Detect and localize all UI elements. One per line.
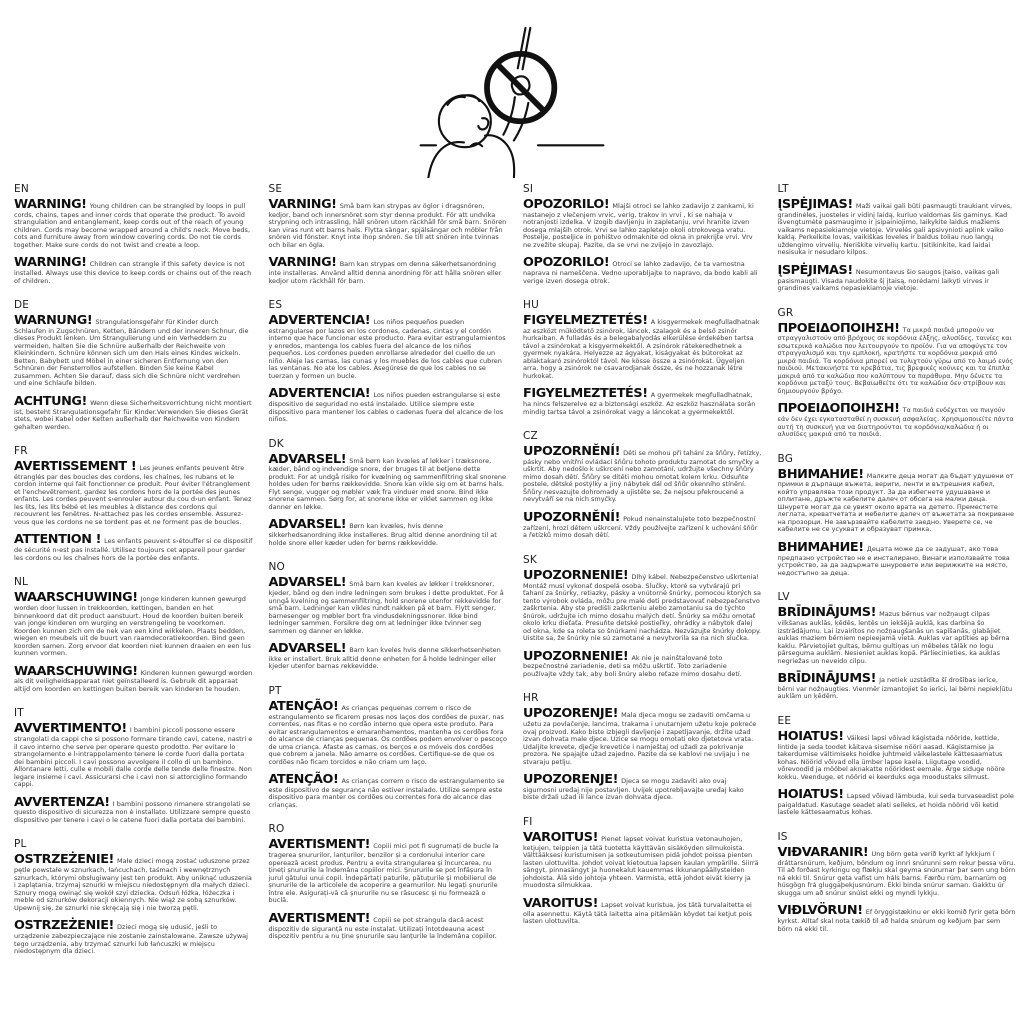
warning-body: Copiii se pot strangula dacă acest dispozitiv de siguranță nu este instalat. Utilizați întotdeauna acest dispozitiv pentru a nu ține șnururile sau lanțurile la îndemâna copiilor. — [268, 915, 497, 941]
language-code: FI — [523, 815, 533, 828]
warning-body: As crianças correm o risco de estrangulamento se este dispositivo de segurança não estiver instalado. Utilize sempre este dispositivo para manter os cordões ou correntes fora do alcance das crianças. — [268, 777, 505, 809]
lang-section-dk — [269, 438, 508, 548]
language-code: FR — [14, 445, 28, 458]
warning-paragraph — [14, 199, 253, 249]
warning-paragraph — [778, 905, 1017, 933]
lang-section-cz — [523, 430, 762, 540]
warning-paragraph — [268, 698, 508, 766]
warning-body: Dzieci mogą się udusić, jeśli to urządzenie zabezpieczające nie zostanie zainstalowane. Zawsze używaj tego urządzenia, aby trzymać sznurki lub łańcuszki w miejscu niedostępnym dla dzieci. — [14, 923, 248, 956]
warning-body: Children can strangle if this safety device is not installed. Always use this device to keep cords or chains out of the reach of children. — [14, 260, 252, 285]
lang-section-se — [269, 183, 508, 285]
warning-title: VIÐLVÖRUN! — [777, 903, 863, 919]
warning-title: ADVARSEL! — [268, 517, 347, 533]
language-code: DE — [14, 299, 30, 312]
warning-paragraph — [14, 393, 253, 431]
language-code: NO — [268, 561, 286, 574]
lang-section-sk — [523, 554, 762, 679]
warning-paragraph — [523, 509, 762, 540]
child-body — [428, 135, 514, 178]
warning-title: HOIATUS! — [777, 728, 844, 744]
language-code: SK — [523, 553, 537, 566]
cord — [518, 28, 531, 69]
warning-body: Små børn kan kvæles af løkker i træksnore, kæder, bånd og indvendige snore, der bruges til at betjene dette produkt. For at undgå risiko for kvælning og sammenfiltring skal snorene holdes uden for børns rækkevidde. Snore kan vikle sig om et barns hals. Flyt senge, vugger og møbler væk fra vinduer med snore. Bind ikke snorene sammen. Sørg for, at snorene ikke er viklet sammen og ikke danner en løkke. — [268, 456, 507, 511]
warning-paragraph — [269, 774, 508, 809]
warning-title: UPOZORNENIE! — [523, 567, 629, 583]
language-code: BG — [777, 452, 794, 465]
language-code: IT — [14, 707, 24, 720]
warning-title: BRĪDINĀJUMS! — [777, 605, 877, 621]
lang-section-si — [523, 183, 762, 285]
warning-body: Τα παιδιά ενδέχεται να πνιγούν εάν δεν έχει εγκατασταθεί η συσκευή ασφαλείας. Χρησιμοποιείτε πάντα αυτή τη συσκευή για να διατηρούνται τα κορδόνια/καλώδια ή οι αλυσίδες μακριά από τα παιδιά. — [777, 406, 1014, 439]
warning-body: Pokud nenainstalujete toto bezpečnostní zařízení, hrozí dětem uškrcení. Vždy používejte zařízení k uchování šňůr a řetízků mimo dosah dětí. — [523, 514, 758, 540]
lang-section-pt — [269, 685, 508, 810]
warning-body: Les jeunes enfants peuvent être étranglés par des boucles des cordons, les chaînes, les rubans et le cordon interne qui fait fonctionner ce produit. Pour éviter l'étranglement et l'enchevêtrement, gardez les cordons hors de la portée des jeunes enfants. Les cordes peuvent s›enrouler autour du cou d›un enfant. Tenez les lits, les lits bébé et les meubles à distance des cordons qui recouvrent les fenêtres. N›attachez pas les cordes ensemble. Assurez-vous que les cordons ne se tordent pas et ne forment pas de boucles. — [14, 464, 252, 526]
warning-body: Børn kan kvæles, hvis denne sikkerhedsanordning ikke installeres. Brug altid denne anordning til at holde snore eller kæder uden for børns rækkevidde. — [268, 522, 497, 547]
warning-title: VAROITUS! — [523, 895, 599, 911]
warning-body: Pienet lapset voivat kuristua vetonauhojen, ketjujen, teippien ja tätä tuotetta käyttävän sisäköyden silmukoista. Välttääksesi kuristumisen ja sotkeutumisen pidä johdot poissa pienten lasten ulottuvilta. Johdot voivat kietoutua lapsen kaulan ympärille. Siirrä sängyt, pinnasängyt ja huonekalut kauemmas ikkunanpäällysteiden johdoista. Älä sido johtoja yhteen. Varmista, että johdot eivät kierry ja muodosta silmukkaa. — [523, 834, 759, 890]
language-code: HR — [523, 692, 539, 705]
warning-paragraph — [14, 920, 253, 955]
warning-title: ВНИМАНИЕ! — [777, 466, 864, 482]
warning-body: Väikesi lapsi võivad kägistada nööride, kettide, lintide ja seda toodet käitava sisemise nööri aasad. Kägistamise ja takerdumise vältimiseks hoidke juhtmeid väikelastele kättesaamatus kohas. Nöörid võivad olla ümber lapse kaela. Liigutage voodid, võrevoodid ja mööbel aknakatte nööridest eemale. Ärge siduge nööre kokku. Veenduge, et nöörid ei keerduks ega moodustaks silmust. — [777, 733, 1005, 781]
language-code: IS — [777, 830, 788, 843]
warning-body: I bambini possono rimanere strangolati se questo dispositivo di sicurezza non è installato. Utilizzare sempre questo dispositivo per tenere i cavi o le catene fuori dalla portata dei bambini. — [14, 799, 251, 824]
warning-title: VIÐVARANIR! — [777, 844, 869, 860]
warning-paragraph — [523, 446, 762, 504]
warning-paragraph — [523, 388, 762, 416]
warning-body: Små barn kan strypas av öglor i dragsnören, kedjor, band och innersnöret som styr denna produkt. För att undvika strypning och intrassling, håll snören utom räckhåll för små barn. Snören kan viras runt ett barns hals. Flytta sängar, spjälsängar och möbler från snören vid fönster. Knyt inte ihop snören. Se till att snören inte tvinnas och bilar en ögla. — [268, 202, 507, 249]
language-code: SE — [268, 183, 283, 195]
warning-paragraph — [268, 910, 508, 941]
language-code: DK — [268, 437, 284, 450]
warning-title: AVVERTIMENTO! — [14, 721, 127, 737]
warning-title: FIGYELMEZTETÉS! — [523, 313, 648, 329]
warning-body: Strangulationsgefahr für Kinder durch Schlaufen in Zugschnüren, Ketten, Bändern und der inneren Schnur, die dieses Produkt lenken. Um Strangulierung und ein Verheddern zu vermeiden, halten Sie die Schnüre außerhalb der Reichweite von Kleinkindern. Schnüre können sich um den Hals eines Kindes wickeln. Betten, Babybett und Möbel in einer sicheren Entfernung von den Schnüren der Fensterrollos aufstellen. Binden Sie keine Kabel zusammen. Achten Sie darauf, dass sich die Schnüre nicht verdrehen und eine Schlaufe bilden. — [14, 318, 249, 388]
language-code: PL — [14, 838, 27, 851]
warning-title: UPOZORNĚNÍ! — [523, 509, 621, 525]
warning-title: UPOZORNĚNÍ! — [523, 444, 621, 460]
warning-title: ΠΡΟΕΙΔΟΠΟΙΗΣΗ! — [777, 401, 900, 417]
warning-paragraph — [523, 199, 762, 249]
child-ear — [478, 118, 488, 129]
warning-body: Wenn diese Sicherheitsvorrichtung nicht montiert ist, besteht Strangulationsgefahr für Kinder.Verwenden Sie dieses Gerät stets, wobei Kabel oder Ketten außerhalb der Reichweite von Kindern gehalten werden. — [14, 398, 252, 431]
warning-paragraph — [269, 643, 508, 671]
warning-paragraph — [269, 388, 508, 423]
warning-paragraph — [269, 199, 508, 249]
warning-paragraph — [777, 539, 1017, 577]
warning-body: Lapset voivat kuristua, jos tätä turvalaitetta ei olla asennettu. Käytä tätä laitetta aina pitämään köydet tai ketjut pois lasten ulottuvilta. — [523, 900, 752, 926]
warning-title: ATTENTION ! — [14, 532, 102, 548]
warning-paragraph — [269, 519, 508, 547]
warning-paragraph — [523, 648, 762, 679]
warning-title: ВНИМАНИЕ! — [777, 539, 864, 555]
warning-title: UPOZORNENIE! — [523, 648, 629, 664]
lang-section-hr — [523, 692, 762, 802]
warning-title: AVVERTENZA! — [14, 794, 110, 810]
lang-section-gr — [778, 307, 1017, 439]
warning-title: ΠΡΟΕΙΔΟΠΟΙΗΣΗ! — [777, 320, 900, 336]
warning-body: Mlajši otroci se lahko zadavijo z zankami, ki nastanejo z vlečenjem vrvic, verig, trakov in vrvi , ki se nahaja v notranjosti izdelka. V izogib davljenju in zapletanju, vrvi hranite izven dosega mlajših otrok. Vrvi se lahko zapletejo okoli otrokovega vratu. Postelje, posteljice in pohištvo odmaknite od okna in prekrijte vrvi. Vrv ne zvežite skupaj. Pazite, da se vrvi ne zvijejo in zavozlajo. — [523, 202, 754, 249]
language-code: PT — [268, 684, 282, 697]
warning-body: Mala djeca mogu se zadaviti omčama u užetu za povlačenje, lancima, trakama i unutarnjem užetu koje pokreće ovaj proizvod. Kako biste izbjegli davljenje i zapetljavanje, držite užad izvan dohvata male djece. Uzice se mogu omotati oko djetetova vrata. Udaljite krevete, dječje krevetiće i namještaj od užadi za pokrivanje prozora. Ne spajajte užad zajedno. Pazite da se kablovi ne uvijaju i ne stvaraju petlju. — [523, 711, 757, 766]
warning-title: OSTRZEŻENIE! — [14, 918, 114, 934]
warning-body: Τα μικρά παιδιά μπορούν να στραγγαλιστούν από βρόχους σε κορδόνια έλξης, αλυσίδες, ταινίες και εσωτερικά καλώδια που λειτουργούν το προϊόν. Για να αποφύγετε τον στραγγαλισμό και την εμπλοκή, κρατήστε τα κορδόνια μακριά από μικρά παιδιά. Τα κορδόνια μπορεί να τυλιχτούν γύρω από το λαιμό ενός παιδιού. Μετακινήστε τα κρεβάτια, τις βρεφικές κούνιες και τα έπιπλα μακριά από τα καλώδια που καλύπτουν τα παράθυρα. Μην δένετε τα κορδόνια μεταξύ τους. Βεβαιωθείτε ότι τα καλώδια δεν στρίβουν και δημιουργούν βρόχο. — [777, 325, 1014, 395]
warning-title: UPOZORENJE! — [523, 706, 619, 722]
warning-paragraph — [269, 257, 508, 285]
warning-column-3 — [523, 183, 762, 970]
warning-paragraph — [778, 607, 1017, 665]
lang-section-ro — [269, 823, 508, 940]
warning-body: Barn kan strypas om denna säkerhetsanordning inte installeras. Använd alltid denna anordning för att hålla snören eller kedjor utom räckhåll för barn. — [268, 260, 502, 285]
warning-paragraph — [14, 315, 253, 388]
warning-body: I bambini piccoli possono essere strangolati da cappi che si possono formare tirando cavi, catene, nastri e il cavo interno che serve per operare questo prodotto. Per evitare lo strangolamento e l›intrappolamento tenere le corde fuori dalla portata dei bambini piccoli. I cavi possono avvolgere il collo di un bambino. Allontanare letti, culle e mobili dalle corde delle tende delle finestre. Non legare insieme i cavi. Assicurarsi che i cavi non si attorciglino formando cappi. — [14, 726, 253, 789]
warning-paragraph — [269, 315, 508, 380]
lang-section-bg — [778, 453, 1017, 578]
warning-paragraph — [777, 320, 1017, 396]
warning-paragraph — [14, 794, 253, 825]
warning-columns — [14, 183, 1016, 970]
warning-paragraph — [778, 789, 1017, 817]
language-code: SI — [523, 183, 534, 195]
lang-section-is — [778, 831, 1017, 933]
lang-section-nl — [14, 576, 253, 693]
warning-body: Les enfants peuvent s›étouffer si ce dispositif de sécurité n›est pas installé. Utilisez toujours cet appareil pour garder les cordons ou les chaînes hors de la portée des enfants. — [14, 537, 253, 562]
lang-section-hu — [523, 299, 762, 416]
warning-title: FIGYELMEZTETÉS! — [523, 386, 648, 402]
warning-body: Young children can be strangled by loops in pull cords, chains, tapes and inner cords that operate the product. To avoid strangulation and entanglement, keep cords out of the reach of young children. Cords may become wrapped around a child's neck. Move beds, cots and furniture away from window covering cords. Do not tie cords together. Make sure cords do not twist and create a loop. — [14, 202, 251, 249]
warning-title: ADVARSEL! — [268, 641, 347, 657]
warning-paragraph — [14, 257, 253, 285]
child-head — [439, 95, 491, 147]
warning-body: Dlhý kábel. Nebezpečenstvo uškrtenia! Montáž musí vykonať dospelá osoba. Slučky, ktoré sa vytvárajú pri ťahaní za šnúrky, retiazky, pásky a vnútorné šnúrky, pomocou ktorých sa tento výrobok ovláda, môžu pre malé deti predstavovať nebezpečenstvo zaškrtenia. Aby ste predišli zaškrteniu alebo zamotaniu sa do týchto šnúrok, udržujte ich mimo dosahu malých detí. Šnúrky sa môžu omotať okolo krku dieťaťa. Presuňte detské postieľky, ohrádky a nábytok ďalej od okna, kde sa roleta so šnúrkami nachádza. Nezväzujte šnúrky dokopy. Uistite sa, že šnúrky nie sú zamotané a nevytvorila sa na nich slučka. — [523, 572, 761, 643]
warning-paragraph — [777, 728, 1017, 781]
warning-body: Ak nie je nainštalované toto bezpečnostné zariadenie, deti sa môžu uškrtiť. Toto zariadenie používajte vždy tak, aby boli šnúry alebo reťaze mimo dosahu detí. — [523, 653, 742, 678]
warning-paragraph — [777, 844, 1017, 897]
warning-body: Djeca se mogu zadaviti ako ovaj sigurnosni uređaj nije postavljen. Uvijek upotrebljavajte uređaj kako biste držali užad ili lance izvan dohvata djece. — [523, 777, 744, 802]
warning-title: OPOZORILO! — [523, 255, 610, 271]
prohibition-slash-icon — [498, 64, 544, 110]
warning-body: A gyermekek megfulladhatnak, ha nincs felszerelve ez a biztonsági eszköz. Az eszköz használata során mindig tartsa távol a zsinórokat vagy a láncokat a gyermekektől. — [523, 391, 756, 416]
warning-paragraph — [14, 461, 253, 526]
warning-column-2 — [269, 183, 508, 970]
language-code: HU — [523, 299, 539, 312]
warning-title: ĮSPĖJIMAS! — [777, 262, 853, 278]
warning-body: Copiii mici pot fi sugrumați de bucle la tragerea șnururilor, lanțurilor, benzilor și a cordonului interior care operează acest produs. Pentru a evita strangularea și încurcarea, nu țineți șnururile la îndemâna copiilor mici. Șnururile se pot înfășura în jurul gâtului unui copil. Îndepărtați paturile, pătuțurile și mobilierul de șnururile de la articolele de acoperire a geamurilor. Nu legați șnururile între ele. Asigurați-vă că șnururile nu se răsucesc și nu formează o buclă. — [268, 842, 499, 905]
warning-body: As crianças pequenas correm o risco de estrangulamento se ficarem presas nos laços dos cordões de puxar, nas correntes, nas fitas e no cordão interno que opera este produto. Para evitar estrangulamentos e emaranhamentos, mantenha os cordões fora do alcance de crianças pequenas. Os cordões podem envolver o pescoço de uma criança. Afaste as camas, os berços e os móveis dos cordões que cobrem a janela. Não amarre os cordões. Certifique-se de que os cordões não ficam torcidos e não criam um laço. — [268, 703, 507, 766]
language-code: CZ — [523, 430, 538, 443]
warning-paragraph — [14, 592, 253, 657]
warning-body: Ja netiek uzstādīta šī drošības ierīce, bērni var nožņaugties. Vienmēr izmantojiet šo ierīci, lai bērni nepiekļūtu auklām un ķēdēm. — [777, 676, 1013, 701]
warning-title: AVERTISMENT! — [268, 910, 371, 926]
warning-body: Jonge kinderen kunnen gewurgd worden door lussen in trekkoorden, kettingen, banden en het binnenkoord dat dit product aanstuurt. Houd de koorden buiten bereik van jonge kinderen om wurging en verstrengeling te voorkomen. Koorden kunnen zich om de nek van een kind wikkelen. Plaats bedden, wiegen en meubels uit de buurt van raamdecoratiekoorden. Bind geen koorden samen. Zorg ervoor dat koorden niet kunnen draaien en een lus kunnen vormen. — [14, 595, 251, 658]
lang-section-fr — [14, 445, 253, 562]
warning-body: Ef öryggistækinu er ekki komið fyrir geta börn kyrkst. Alltaf skal nota tækið til að halda snúrum og keðjum þar sem börn ná ekki til. — [777, 908, 1016, 933]
lang-section-ee — [778, 715, 1017, 817]
warning-body: Kinderen kunnen gewurgd worden als dit veiligheidsapparaat niet geïnstalleerd is. Gebruik dit apparaat altijd om koorden en kettingen buiten bereik van kinderen te houden. — [14, 668, 253, 693]
warning-title: VAROITUS! — [523, 829, 599, 845]
warning-title: WARNUNG! — [14, 313, 93, 329]
warning-title: VARNING! — [268, 255, 337, 271]
warning-paragraph — [14, 663, 253, 694]
warning-body: Małe dzieci mogą zostać uduszone przez pętle powstałe w sznurkach, łańcuchach, taśmach i wewnętrznych sznurkach, którymi obsługiwany jest ten produkt. Aby uniknąć uduszenia i zaplątania, trzymaj sznurki w miejscu niedostępnym dla małych dzieci. Sznury mogą owinąć się wokół szyi dziecka. Odsuń łóżka, łóżeczka i meble od sznurków dekoracji okiennych. Nie wiąż ze sobą sznurków. Upewnij się, że sznurki nie skręcają się i nie tworzą pętli. — [14, 857, 252, 912]
warning-paragraph — [777, 262, 1017, 293]
lang-section-no — [269, 561, 508, 671]
warning-title: ĮSPĖJIMAS! — [777, 197, 853, 212]
warning-paragraph — [523, 567, 762, 643]
warning-title: ADVARSEL! — [268, 575, 347, 591]
lang-section-fi — [523, 816, 762, 926]
warning-title: HOIATUS! — [777, 787, 844, 803]
warning-title: WARNING! — [14, 255, 87, 271]
language-code: EE — [777, 714, 792, 727]
warning-title: ADVERTENCIA! — [268, 386, 371, 402]
warning-paragraph — [778, 199, 1017, 257]
warning-title: WAARSCHUWING! — [14, 590, 138, 606]
lang-section-en — [14, 183, 253, 285]
warning-body: Nesumontavus šio saugos įtaiso, vaikas gali pasismaugti. Visada naudokite šį įtaisą, norėdami laikyti virves ir grandines vaikams nepasiekiamoje vietoje. — [777, 267, 999, 293]
warning-paragraph — [14, 534, 253, 562]
warning-title: BRĪDINĀJUMS! — [777, 671, 877, 687]
warning-body: A kisgyermekek megfulladhatnak az eszközt működtető zsinórok, láncok, szalagok és a belső zsinór hurkaiban. A fulladás és a belegabalyodás elkerülése érdekében tartsa távol a zsinórokat a kisgyermekektől. A zsinórok rátekeredhetnek a gyermek nyakára. Helyezze az ágyakat, kiságyakat és bútorokat az ablaktakaró zsinóroktól távol. Ne kösse össze a zsinórokat. Ügyeljen arra, hogy a zsinórok ne csavarodjanak össze, és ne hozzanak létre hurkokat. — [523, 318, 760, 380]
warning-title: AVERTISMENT! — [268, 837, 371, 853]
no-cord-grab-illustration — [419, 26, 605, 178]
lang-section-es — [269, 299, 508, 424]
warning-paragraph — [523, 257, 762, 285]
warning-title: VARNING! — [268, 197, 337, 212]
warning-paragraph — [523, 774, 762, 802]
child-cord-warning-illustration — [419, 26, 605, 178]
warning-body: Децата може да се задушат, ако това предпазно устройство не е инсталирано. Винаги използвайте това устройство, за да задържате шнуровете или верижките на място, недостъпно за деца. — [777, 544, 1010, 577]
warning-paragraph — [523, 895, 762, 926]
lang-section-de — [14, 299, 253, 431]
language-code: NL — [14, 576, 29, 589]
child-hair — [448, 95, 480, 105]
warning-title: OSTRZEŻENIE! — [14, 852, 114, 868]
lang-section-it — [14, 707, 253, 824]
warning-column-4 — [778, 183, 1017, 970]
warning-title: ATENÇÃO! — [268, 698, 339, 714]
warning-body: Maži vaikai gali būti pasmaugti traukiant virves, grandinėles, juosteles ir vidinį laidą, kuriuo valdomas šis gaminys. Kad išvengtumėte pasmaugimo ir įsipainiojimo, laikykite laidus mažiems vaikams nepasiekiamoje vietoje. Virvelės gali apsivynioti aplink vaiko kaklą. Perkelkite lovas, vaikiškas loveles ir baldus toliau nuo langų uždengimo virvelių. Neriškite virvelių kartu. Įsitikinkite, kad laidai nesisuka ir nesudaro kilpos. — [777, 202, 1013, 257]
warning-paragraph — [523, 708, 762, 766]
warning-body: Lapsed võivad lämbuda, kui seda turvaseadist pole paigaldatud. Kasutage seadet alati selleks, et hoida nöörid või ketid lastele kättesaamatus kohas. — [777, 792, 1014, 817]
warning-body: Barn kan kveles hvis denne sikkerhetsenheten ikke er installert. Bruk alltid denne enheten for å holde ledninger eller kjeder utenfor barnas rekkevidde. — [268, 646, 501, 671]
warning-paragraph — [523, 829, 762, 890]
language-code: ES — [268, 299, 283, 312]
warning-title: ATENÇÃO! — [268, 772, 339, 788]
lang-section-pl — [14, 838, 253, 955]
warning-paragraph — [268, 451, 508, 512]
warning-paragraph — [523, 315, 762, 380]
warning-paragraph — [269, 839, 508, 904]
warning-body: Los niños pequeños pueden estrangularse por lazos en los cordones, cadenas, cintas y el cordón interno que hace funcionar este producto. Para evitar estrangulamientos y enredos, mantenga los cables fuera del alcance de los niños pequeños. Los cordones pueden enrollarse alrededor del cuello de un niño. Aleje las camas, las cunas y los muebles de los cables que cubren las ventanas. No ate los cables. Asegúrese de que los cables no se tuerzan y formen un bucle. — [268, 318, 506, 380]
warning-paragraph — [14, 723, 253, 788]
warning-body: Děti se mohou při tahání za šňůry, řetízky, pásky nebo vnitřní ovládací šňůru tohoto produktu zamotat do smyčky a uškrtit. Aby nedošlo k uškrcení nebo zamotání, udržujte všechny šňůry mimo dosah dětí. Šňůry se dítěti mohou omotat kolem krku. Odsuňte postele, dětské postýlky a jiný nábytek dál od šňůr okenního stínění. Šňůry nesvazujte dohromady a ujistěte se, že nejsou překroucené a nevytváří se na nich smyčky. — [523, 449, 762, 504]
warning-title: WARNING! — [14, 197, 87, 212]
warning-paragraph — [777, 466, 1017, 534]
warning-body: Малките деца могат да бъдат удушени от примки в дърпащи въжета, вериги, ленти и вътрешния кабел, който управлява този продукт. За да избегнете удушаване и оплитане, дръжте кабелите далеч от обсега на малки деца. Шнурете могат да се увият около врата на детето. Преместете леглата, креватчетата и мебелите далеч от въжетата за покриване на прозорци. Не завързвайте кабелите заедно. Уверете се, че кабелите не се усукват и образуват примка. — [777, 471, 1014, 534]
warning-paragraph — [14, 854, 253, 912]
warning-title: ACHTUNG! — [14, 393, 87, 409]
warning-title: UPOZORENJE! — [523, 772, 619, 788]
language-code: LV — [777, 591, 790, 604]
lang-section-lt — [778, 183, 1017, 293]
warning-column-1 — [14, 183, 253, 970]
warning-body: Ung börn geta verið kyrkt af lykkjum í dráttarsnúrum, keðjum, böndum og innri snúrunni sem rekur þessa vöru. Til að forðast kyrkingu og flækju skal geyma snúrurnar þar sem ung börn ná ekki til. Snúrur geta vafist um háls barns. Færðu rúm, barnarúm og húsgögn frá gluggaþekjusnúrum. Ekki binda snúrur saman. Gakktu úr skugga um að snúrur snúist ekki og myndi lykkju. — [777, 849, 1016, 897]
warning-title: WAARSCHUWING! — [14, 663, 138, 679]
warning-paragraph — [269, 577, 508, 635]
warning-body: Mazus bērnus var nožņaugt cilpas vilkšanas auklās, ķēdēs, lentēs un iekšējā auklā, kas darbina šo izstrādājumu. Lai izvairītos no nožņaugšanās un sapīšanās, glabājiet auklas maziem bērniem nepieejamā vietā. Auklas var aptīties ap bērna kaklu. Pārvietojiet gultas, bērnu gultiņas un mēbeles tālāk no logu pārseguma auklām. Nesieniet auklas kopā. Pārliecinieties, ka auklas negriežas un neveido cilpu. — [777, 610, 1010, 665]
warning-title: ADVERTENCIA! — [268, 313, 371, 329]
warning-body: Små barn kan kveles av løkker i trekksnorer, kjeder, bånd og den indre ledningen som brukes i dette produktet. For å unngå kvelning og sammenfiltring, hold snorene utenfor rekkevidde for små barn. Ledninger kan vikles rundt nakken på et barn. Flytt senger, barnesenger og møbler bort fra vindusdekningssnorer. Ikke bind ledninger sammen. Forsikre deg om at ledninger ikke tvinner seg sammen og danner en løkke. — [268, 580, 504, 635]
language-code: GR — [777, 306, 794, 319]
language-code: RO — [268, 823, 285, 836]
warning-body: Los niños pueden estrangularse si este dispositivo de seguridad no está instalado. Utilice siempre este dispositivo para mantener los cables o cadenas fuera del alcance de los niños. — [268, 391, 504, 424]
warning-paragraph — [778, 673, 1017, 701]
language-code: EN — [14, 183, 29, 195]
lang-section-lv — [778, 591, 1017, 701]
warning-paragraph — [778, 403, 1017, 438]
warning-title: AVERTISSEMENT ! — [14, 459, 137, 475]
language-code: LT — [777, 183, 789, 195]
warning-title: OPOZORILO! — [523, 197, 610, 212]
warning-title: ADVARSEL! — [268, 451, 347, 467]
warning-body: Otroci se lahko zadavijo, če ta varnostna naprava ni nameščena. Vedno uporabljajte to napravo, da bodo kabli ali verige izven dosega otrok. — [523, 260, 758, 285]
